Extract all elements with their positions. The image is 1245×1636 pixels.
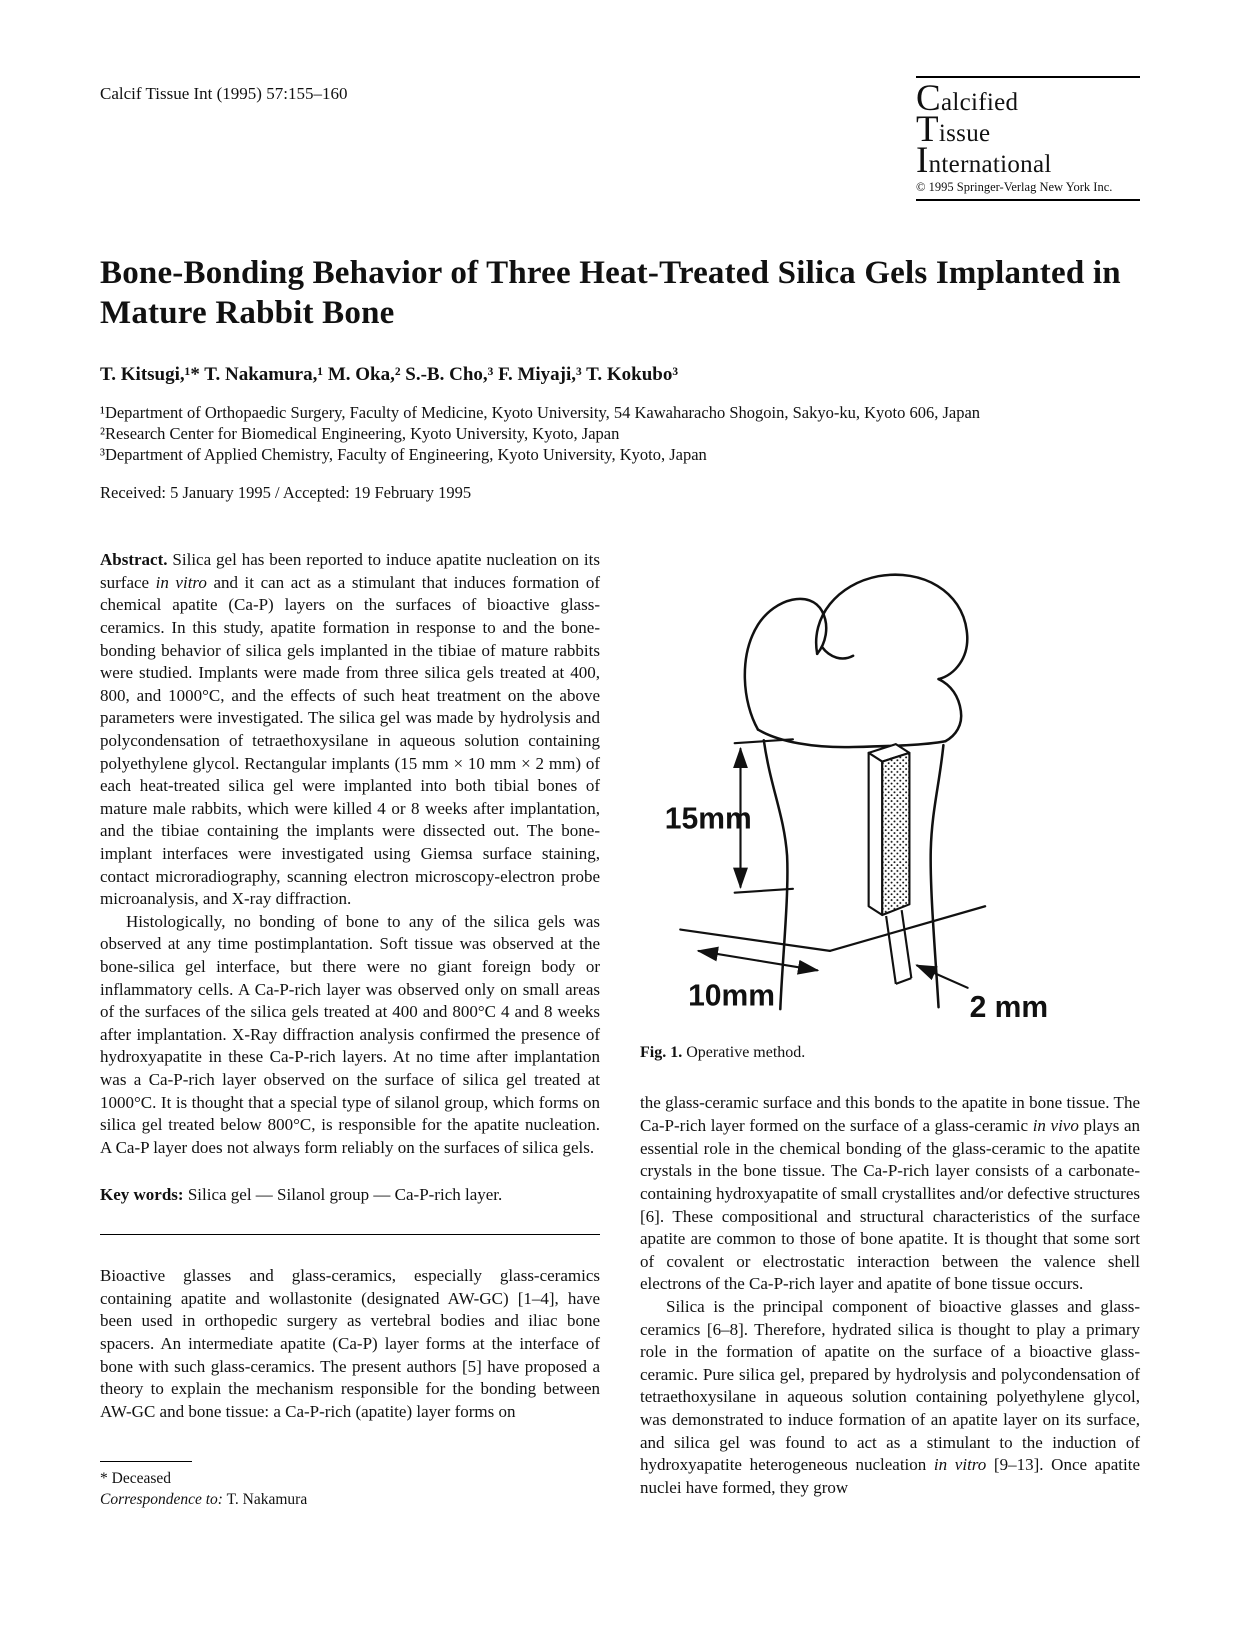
label-2mm: 2 mm (969, 990, 1049, 1024)
affiliation-2: ²Research Center for Biomedical Engineering, Kyoto University, Kyoto, Japan (100, 423, 620, 443)
left-column (100, 549, 600, 1511)
operative-method-drawing (657, 549, 1123, 1034)
right-column (640, 549, 1140, 1511)
dimension-10mm (699, 951, 817, 970)
page-header (100, 76, 1140, 201)
journal-citation: Calcif Tissue Int (1995) 57:155–160 (100, 84, 348, 103)
footnote-block (100, 1461, 600, 1511)
journal-name (916, 78, 1140, 182)
label-15mm: 15mm (664, 802, 752, 836)
implant-block (869, 744, 912, 984)
dimension-2mm (917, 966, 967, 988)
received-accepted-line: Received: 5 January 1995 / Accepted: 19 February 1995 (100, 483, 472, 503)
affiliation-3: ³Department of Applied Chemistry, Faculty of Engineering, Kyoto University, Kyoto, Japan (100, 444, 707, 464)
abstract-paragraph-2: Histologically, no bonding of bone to any of the silica gels was observed at any time postimplantation. Soft tissue was observed at the bone-silica gel interface, but there were no giant foreign body or inflammatory cells. A Ca-P-rich layer was observed only on small areas of the surfaces of the silica gels treated at 400 and 800°C 4 and 8 weeks after implantation. X-Ray diffraction analysis confirmed the presence of hydroxyapatite in these Ca-P-rich layers. At no time after implantation was a Ca-P-rich layer observed on the surface of silica gel treated at 1000°C. It is thought that a special type of silanol group, which forms on silica gel treated below 800°C, is responsible for the apatite nucleation. A Ca-P layer does not always form reliably on the surfaces of silica gels. (100, 911, 600, 1157)
journal-name-line-3: International (916, 140, 1052, 182)
article-title: Bone-Bonding Behavior of Three Heat-Treated Silica Gels Implanted in Mature Rabbit Bone (100, 255, 1121, 332)
figure-1 (640, 549, 1140, 1062)
journal-name-line-1: Calcified (916, 78, 1019, 119)
logo-top-rule (916, 76, 1140, 78)
authors-line: T. Kitsugi,¹* T. Nakamura,¹ M. Oka,² S.-B. Cho,³ F. Miyaji,³ T. Kokubo³ (100, 363, 679, 385)
implant-front-face (882, 753, 909, 915)
deceased-note: * Deceased (100, 1470, 171, 1488)
journal-logo (916, 76, 1140, 201)
section-divider-rule (100, 1234, 600, 1235)
footnote-rule (100, 1461, 192, 1462)
affiliation-1: ¹Department of Orthopaedic Surgery, Faculty of Medicine, Kyoto University, 54 Kawaharacho Shogoin, Sakyo-ku, Kyoto 606, Japan (100, 402, 981, 422)
figure-1-caption: Fig. 1. Operative method. (640, 1044, 806, 1062)
implant-lower-tip (896, 978, 912, 984)
body-paragraph-2: Silica is the principal component of bioactive glasses and glass-ceramics [6–8]. Therefore, hydrated silica is thought to play a primary role in the formation of apatite on the surface of a bioactive glass-ceramic. Pure silica gel, prepared by hydrolysis and polycondensation of tetraethoxysilane in aqueous solution containing polyethylene glycol, was demonstrated to induce formation of an apatite layer on its surface, and silica gel was found to act as a stimulant to the induction of hydroxyapatite heterogeneous nucleation in vitro [9–13]. Once apatite nuclei have formed, they grow (640, 1296, 1140, 1497)
logo-bottom-rule (916, 199, 1140, 201)
copyright-line: © 1995 Springer-Verlag New York Inc. (916, 180, 1113, 195)
implant-lower-edge-2 (902, 910, 912, 978)
implant-side-face (869, 753, 883, 915)
keywords-line: Key words: Silica gel — Silanol group — Ca-P-rich layer. (100, 1184, 503, 1204)
introduction-paragraph: Bioactive glasses and glass-ceramics, especially glass-ceramics containing apatite and wollastonite (designated AW-GC) [1–4], have been used in orthopedic surgery as vertebral bodies and iliac bone spacers. An intermediate apatite (Ca-P) layer forms at the interface of bone with such glass-ceramics. The present authors [5] have proposed a theory to explain the mechanism responsible for the bonding between AW-GC and bone tissue: a Ca-P-rich (apatite) layer forms on (100, 1266, 600, 1421)
correspondence-note: Correspondence to: T. Nakamura (100, 1491, 308, 1509)
implant-lower-edge-1 (886, 916, 896, 984)
label-10mm: 10mm (688, 979, 776, 1013)
two-column-body (100, 549, 1140, 1511)
body-paragraph-1: the glass-ceramic surface and this bonds to the apatite in bone tissue. The Ca-P-rich layer formed on the surface of a glass-ceramic in vivo plays an essential role in the chemical bonding of the glass-ceramic to the apatite crystals in the bone tissue. The Ca-P-rich layer consists of a carbonate-containing hydroxyapatite of small crystallites and/or defective structures [6]. These compositional and structural characteristics of the surface apatite are common to those of bone apatite. It is thought that some sort of covalent or electrostatic interaction between the valence shell electrons of the Ca-P-rich layer and apatite of bone tissue occurs. (640, 1093, 1140, 1294)
affiliations-block (100, 402, 1140, 465)
cut-plane-lines (680, 906, 985, 951)
abstract-paragraph-1: Abstract. Silica gel has been reported to induce apatite nucleation on its surface in vitro and it can act as a stimulant that induces formation of chemical apatite (Ca-P) layers on the surfaces of bioactive glass-ceramics. In this study, apatite formation in response to and the bone-bonding behavior of silica gels implanted in the tibiae of mature rabbits were studied. Implants were made from three silica gels treated at 400, 800, and 1000°C, and the effects of such heat treatment on the above parameters were investigated. The silica gel was made by hydrolysis and polycondensation of tetraethoxysilane in aqueous solution containing polyethylene glycol. Rectangular implants (15 mm × 10 mm × 2 mm) of each heat-treated silica gel were implanted into both tibial bones of mature male rabbits, which were killed 4 or 8 weeks after implantation, and the tibiae containing the implants were dissected out. The bone-implant interfaces were investigated using Giemsa surface staining, contact microradiography, scanning electron microscopy-electron probe microanalysis, and X-ray diffraction. (100, 550, 601, 909)
journal-name-line-2: Tissue (916, 109, 991, 151)
